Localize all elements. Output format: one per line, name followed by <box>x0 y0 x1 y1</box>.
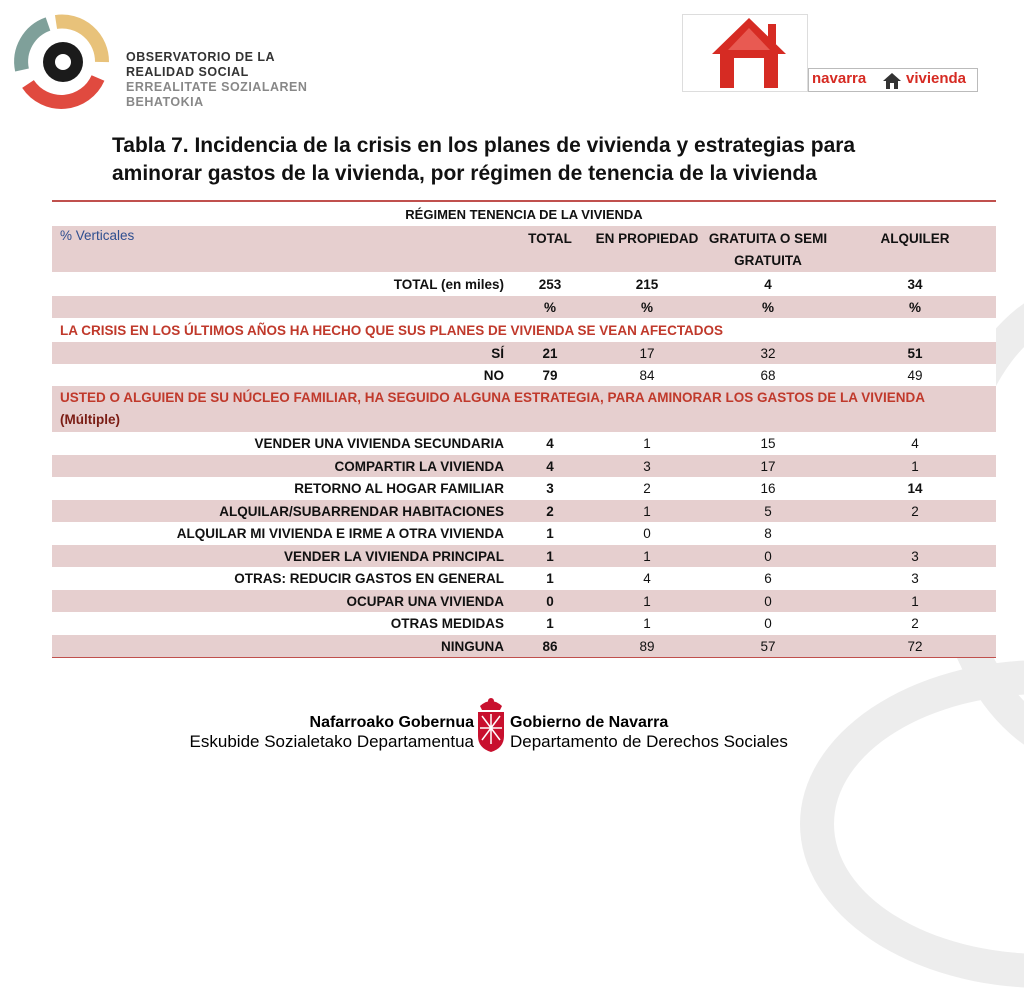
small-house-icon <box>882 72 902 90</box>
table-cell: 215 <box>635 276 659 292</box>
table-cell: 1 <box>643 503 651 519</box>
table-row <box>52 455 996 477</box>
section-2-text: USTED O ALGUIEN DE SU NÚCLEO FAMILIAR, HA SEGUIDO ALGUNA ESTRATEGIA, PARA AMINORAR LOS GASTOS DE LA VIVIENDA <box>60 390 925 405</box>
table-row <box>52 635 996 657</box>
table-cell: 2 <box>546 503 554 519</box>
row-label: VENDER LA VIVIENDA PRINCIPAL <box>283 548 504 564</box>
page-title: Tabla 7. Incidencia de la crisis en los planes de vivienda y estrategias para aminorar gastos de la vivienda, por régimen de tenencia de la vivienda <box>112 134 856 185</box>
row-label: NINGUNA <box>441 638 504 654</box>
observatorio-name <box>126 50 307 110</box>
table-cell: 2 <box>911 616 919 631</box>
table-cell: 1 <box>546 616 554 631</box>
group-header-row <box>52 202 996 226</box>
footer-spanish-line2: Departamento de Derechos Sociales <box>510 732 788 751</box>
footer-basque-line1: Nafarroako Gobernua <box>309 714 474 731</box>
unit-row <box>52 296 996 318</box>
table-cell: 1 <box>911 458 919 474</box>
table-cell: 0 <box>546 593 554 609</box>
table-cell: 4 <box>546 436 554 451</box>
table-cell: 6 <box>764 571 772 586</box>
table-row <box>52 590 996 612</box>
table-cell: 1 <box>546 571 554 586</box>
org-name-line: OBSERVATORIO DE LA <box>126 50 276 64</box>
unit-cell: % <box>543 299 556 315</box>
house-icon <box>704 14 794 92</box>
footer-government-logo <box>180 696 800 756</box>
navarra-coat-of-arms-icon <box>474 696 508 754</box>
table-cell: 1 <box>643 616 651 631</box>
row-label: OTRAS MEDIDAS <box>390 616 504 631</box>
table-cell: 15 <box>760 436 776 451</box>
section-2-title <box>52 387 996 431</box>
row-label: ALQUILAR MI VIVIENDA E IRME A OTRA VIVIENDA <box>176 526 504 541</box>
table-cell: 16 <box>760 481 776 496</box>
table-cell: 21 <box>542 345 558 361</box>
table-cell: 2 <box>643 481 651 496</box>
table-cell: 51 <box>907 345 923 361</box>
table-cell: 89 <box>639 638 655 654</box>
column-header: GRATUITA O SEMI GRATUITA <box>708 231 828 268</box>
row-label: OCUPAR UNA VIVIENDA <box>346 593 504 609</box>
table-row <box>52 500 996 522</box>
table-cell: 8 <box>764 526 772 541</box>
section-1-title: LA CRISIS EN LOS ÚLTIMOS AÑOS HA HECHO QUE SUS PLANES DE VIVIENDA SE VEAN AFECTADOS <box>60 322 724 338</box>
table-cell: 3 <box>643 458 651 474</box>
table-cell: 0 <box>764 593 772 609</box>
column-header: ALQUILER <box>880 231 950 246</box>
total-row <box>52 272 996 296</box>
table-cell: 1 <box>546 548 554 564</box>
table-row <box>52 432 996 455</box>
table-cell: 253 <box>538 276 562 292</box>
row-label: ALQUILAR/SUBARRENDAR HABITACIONES <box>219 503 504 519</box>
footer-spanish-line1: Gobierno de Navarra <box>510 714 669 731</box>
column-header-row <box>52 226 996 272</box>
table-cell: 34 <box>907 276 923 292</box>
row-label: RETORNO AL HOGAR FAMILIAR <box>294 481 504 496</box>
table-cell: 4 <box>911 436 919 451</box>
table-cell: 1 <box>643 548 651 564</box>
unit-cell: % <box>640 299 653 315</box>
column-header: TOTAL <box>528 231 572 246</box>
table-row <box>52 567 996 590</box>
group-header: RÉGIMEN TENENCIA DE LA VIVIENDA <box>405 206 643 222</box>
row-header-label: % Verticales <box>60 228 135 243</box>
row-label: VENDER UNA VIVIENDA SECUNDARIA <box>254 436 504 451</box>
table-row <box>52 477 996 500</box>
table-cell: 14 <box>907 481 923 496</box>
table-cell: 17 <box>639 345 655 361</box>
table-cell: 1 <box>911 593 919 609</box>
table-cell: 32 <box>760 345 776 361</box>
org-name-line: BEHATOKIA <box>126 95 204 109</box>
row-label: SÍ <box>491 345 504 361</box>
section-2-header-row <box>52 386 996 432</box>
data-table <box>52 200 996 658</box>
background-arc-decoration-lower <box>800 660 1024 988</box>
table-cell: 86 <box>542 638 558 654</box>
navarra-vivienda-logo <box>682 14 978 94</box>
section-1-header-row <box>52 318 996 342</box>
table-cell: 4 <box>643 571 651 586</box>
org-name-line: REALIDAD SOCIAL <box>126 65 249 79</box>
table-cell: 72 <box>907 638 923 654</box>
table-cell: 1 <box>643 436 651 451</box>
logo-text-vivienda: vivienda <box>906 70 967 87</box>
logo-text-navarra: navarra <box>812 70 867 87</box>
observatorio-eye-icon <box>8 12 118 112</box>
table-cell: 4 <box>546 458 554 474</box>
table-row <box>52 545 996 567</box>
table-cell: 0 <box>764 616 772 631</box>
section-2-suffix: (Múltiple) <box>60 412 120 427</box>
footer-basque-line2: Eskubide Sozialetako Departamentua <box>189 732 474 751</box>
table-row <box>52 364 996 386</box>
table-cell: 79 <box>542 367 558 383</box>
table-cell: 49 <box>907 367 923 383</box>
table-row <box>52 612 996 635</box>
total-row-label: TOTAL (en miles) <box>393 276 504 292</box>
table-cell: 1 <box>643 593 651 609</box>
table-cell: 57 <box>760 638 776 654</box>
unit-cell: % <box>761 299 774 315</box>
observatorio-logo <box>8 12 308 112</box>
table-cell: 3 <box>911 571 919 586</box>
table-cell: 1 <box>546 526 554 541</box>
column-header: EN PROPIEDAD <box>595 231 699 246</box>
table-cell: 5 <box>764 503 772 519</box>
table-row <box>52 522 996 545</box>
row-label: COMPARTIR LA VIVIENDA <box>334 458 504 474</box>
table-cell: 3 <box>546 481 554 496</box>
table-cell: 0 <box>764 548 772 564</box>
table-cell: 0 <box>643 526 651 541</box>
table-bottom-border <box>52 657 996 658</box>
org-name-line: ERREALITATE SOZIALAREN <box>126 80 308 94</box>
table-cell: 2 <box>911 503 919 519</box>
row-label: OTRAS: REDUCIR GASTOS EN GENERAL <box>234 571 504 586</box>
unit-cell: % <box>908 299 921 315</box>
table-cell: 84 <box>639 367 655 383</box>
table-cell: 3 <box>911 548 919 564</box>
table-cell: 4 <box>764 276 772 292</box>
row-label: NO <box>483 367 504 383</box>
table-row <box>52 342 996 364</box>
table-cell: 68 <box>760 367 776 383</box>
table-cell: 17 <box>760 458 776 474</box>
